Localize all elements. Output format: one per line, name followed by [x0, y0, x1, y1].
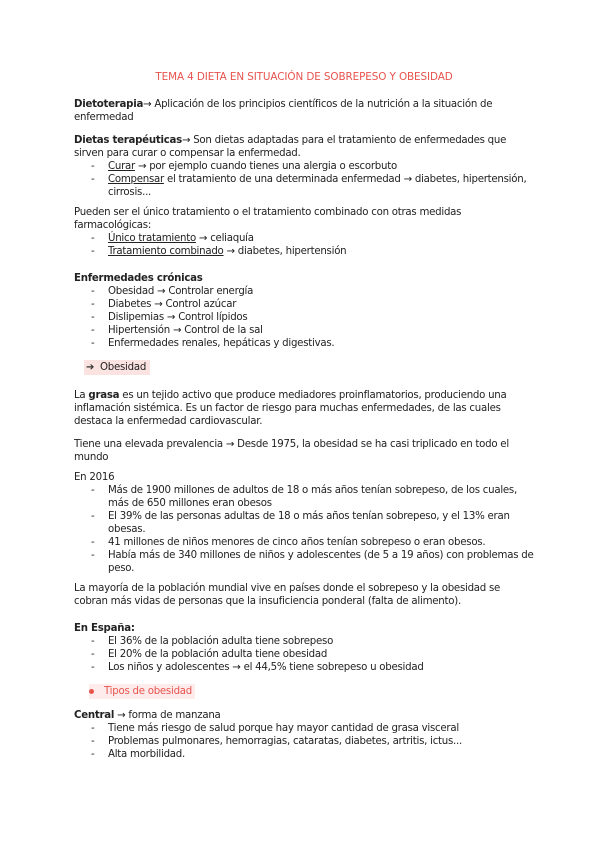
central-term: Central — [74, 710, 115, 721]
list-item: - El 39% de las personas adultas de 18 o más años tenían sobrepeso, y el 13% eran obesas. — [74, 510, 534, 536]
bullet-dot-icon — [89, 689, 94, 694]
dietas-terapeuticas-term: Dietas terapéuticas — [74, 135, 182, 146]
list-item-underlined: Tratamiento combinado — [108, 246, 224, 257]
central-list — [74, 722, 534, 761]
list-item — [74, 245, 534, 258]
mayoria-paragraph: La mayoría de la población mundial vive en países donde el sobrepeso y la obesidad se cobran más vidas de personas que la insuficiencia ponderal (falta de alimento). — [74, 583, 501, 607]
espana-heading: En España: — [74, 623, 135, 634]
dietas-terapeuticas-list — [74, 160, 534, 199]
list-item: - Diabetes → Control azúcar — [74, 298, 534, 311]
arrow-right-icon: ➔ — [86, 362, 95, 373]
tipos-obesidad-heading — [89, 684, 195, 699]
grasa-paragraph — [74, 389, 534, 428]
list-item-underlined: Curar — [108, 161, 135, 172]
obesidad-heading-text: Obesidad — [100, 362, 147, 373]
cronicas-list — [74, 285, 534, 350]
obesidad-section-heading — [84, 360, 150, 375]
list-item-underlined: Compensar — [108, 174, 164, 185]
grasa-text: es un tejido activo que produce mediadores proinflamatorios, produciendo una inflamación sistémica. Es un factor de riesgo para muchas enfermedades, de las cuales destaca la enfermedad cardiovascular. — [74, 390, 507, 427]
cronicas-heading: Enfermedades crónicas — [74, 273, 203, 284]
dietoterapia-term: Dietoterapia — [74, 99, 144, 110]
list-item — [74, 160, 534, 173]
list-item-text: → diabetes, hipertensión — [223, 246, 347, 257]
list-item: - Enfermedades renales, hepáticas y digestivas. — [74, 337, 534, 350]
list-item: - El 36% de la población adulta tiene sobrepeso — [74, 635, 534, 648]
list-item: - Alta morbilidad. — [74, 748, 534, 761]
dietoterapia-definition: → Aplicación de los principios científicos de la nutrición a la situación de enfermedad — [74, 99, 493, 123]
list-item: - 41 millones de niños menores de cinco años tenían sobrepeso o eran obesos. — [74, 536, 534, 549]
en2016-list — [74, 484, 534, 575]
document-page — [74, 71, 534, 761]
central-definition: → forma de manzana — [114, 710, 221, 721]
grasa-term: grasa — [88, 390, 120, 401]
list-item: - Problemas pulmonares, hemorragias, cataratas, diabetes, artritis, ictus... — [74, 735, 534, 748]
dietas-terapeuticas-paragraph — [74, 134, 534, 160]
dietoterapia-paragraph — [74, 98, 534, 124]
list-item: - Había más de 340 millones de niños y adolescentes (de 5 a 19 años) con problemas de peso. — [74, 549, 534, 575]
espana-list — [74, 635, 534, 674]
list-item: - Los niños y adolescentes → el 44,5% tiene sobrepeso u obesidad — [74, 661, 534, 674]
grasa-pre: La — [74, 390, 89, 401]
tipos-obesidad-heading-text: Tipos de obesidad — [104, 686, 192, 697]
tratamiento-list — [74, 232, 534, 258]
list-item-text: → por ejemplo cuando tienes una alergia o escorbuto — [134, 161, 397, 172]
tratamiento-intro: Pueden ser el único tratamiento o el tratamiento combinado con otras medidas farmacológicas: — [74, 207, 462, 231]
prevalencia-paragraph: Tiene una elevada prevalencia → Desde 1975, la obesidad se ha casi triplicado en todo el mundo — [74, 439, 509, 463]
list-item: - Obesidad → Controlar energía — [74, 285, 534, 298]
list-item — [74, 173, 534, 199]
list-item-text: → celiaquía — [195, 233, 254, 244]
list-item-text: el tratamiento de una determinada enfermedad → diabetes, hipertensión, cirrosis... — [108, 174, 527, 198]
list-item — [74, 232, 534, 245]
list-item: - Dislipemias → Control lípidos — [74, 311, 534, 324]
list-item: - Más de 1900 millones de adultos de 18 o más años tenían sobrepeso, de los cuales, más de 650 millones eran obesos — [74, 484, 534, 510]
list-item-underlined: Único tratamiento — [108, 233, 196, 244]
en2016-heading: En 2016 — [74, 472, 115, 483]
list-item: - Tiene más riesgo de salud porque hay mayor cantidad de grasa visceral — [74, 722, 534, 735]
list-item: - El 20% de la población adulta tiene obesidad — [74, 648, 534, 661]
dietas-terapeuticas-definition: → Son dietas adaptadas para el tratamiento de enfermedades que sirven para curar o compensar la enfermedad. — [74, 135, 507, 159]
page-title: TEMA 4 DIETA EN SITUACIÓN DE SOBREPESO Y OBESIDAD — [155, 71, 453, 83]
central-paragraph — [74, 709, 534, 722]
list-item: - Hipertensión → Control de la sal — [74, 324, 534, 337]
